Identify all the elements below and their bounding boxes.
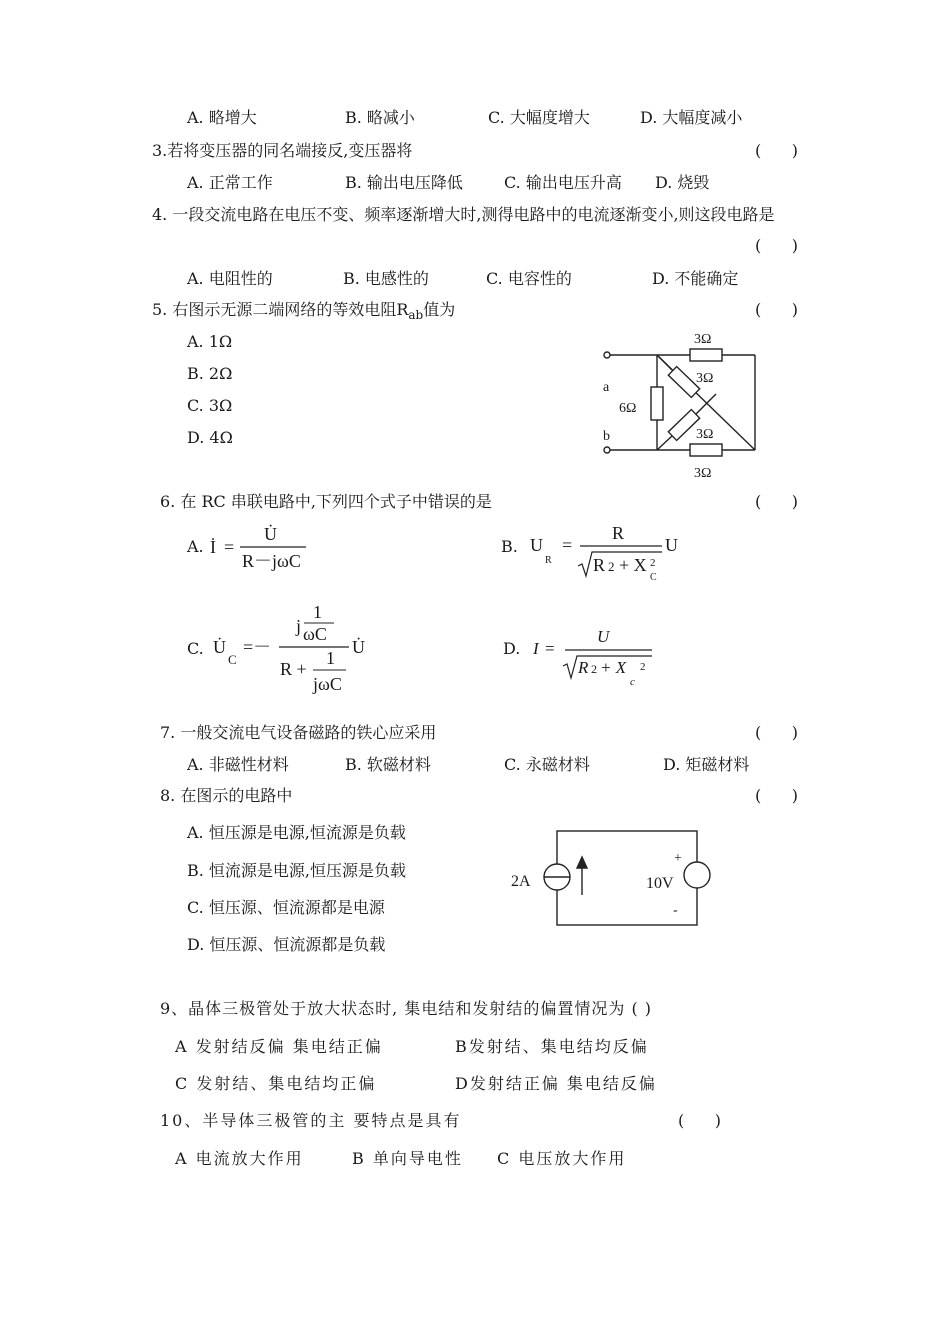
q2-option-b: B. 略减小 [345, 108, 415, 127]
label-node-a: a [603, 380, 610, 395]
q8-option-c: C. 恒压源、恒流源都是电源 [187, 898, 385, 917]
label-voltage: 10V [646, 875, 674, 892]
q5-option-a: A. 1Ω [187, 332, 233, 351]
q5-stem-tail: 值为 [423, 300, 456, 319]
formula-d-den-x-exp: 2 [640, 661, 646, 673]
q6-stem: 6. 在 RC 串联电路中,下列四个式子中错误的是 [160, 492, 492, 511]
formula-a-den: R－jωC [242, 551, 301, 571]
label-plus: + [674, 851, 682, 866]
q6-answer-paren: ( ) [755, 492, 798, 511]
formula-d-den-c: c [630, 676, 635, 688]
formula-b-den-exp: 2 [608, 559, 615, 574]
q9-option-c: C 发射结、集电结均正偏 [175, 1074, 377, 1093]
q5-stem-subscript: ab [408, 308, 424, 323]
voltage-source-icon [684, 862, 710, 888]
formula-d-den-r: R [578, 658, 589, 677]
label-r-left: 6Ω [619, 401, 637, 416]
formula-b-lhs-sub: R [545, 555, 552, 566]
q4-option-a: A. 电阻性的 [187, 269, 273, 288]
q2-option-c: C. 大幅度增大 [488, 108, 590, 127]
formula-c-lhs: U̇ [213, 637, 226, 657]
formula-d-num: U [597, 627, 610, 646]
q6-label-a: A. [187, 537, 204, 556]
formula-c-tail: U̇ [352, 637, 365, 657]
formula-d-lhs: I [533, 639, 539, 658]
q5-option-d: D. 4Ω [187, 428, 233, 447]
q4-answer-paren: ( ) [755, 236, 798, 255]
q6-label-c: C. [187, 639, 204, 658]
label-r-diag-top: 3Ω [696, 371, 714, 386]
q7-option-b: B. 软磁材料 [345, 755, 431, 774]
q9-option-d: D发射结正偏 集电结反偏 [455, 1074, 657, 1093]
formula-d-den-exp: 2 [591, 662, 597, 676]
formula-c-eq: =－ [243, 637, 272, 657]
q9-option-b: B发射结、集电结均反偏 [455, 1037, 649, 1056]
q10-option-a: A 电流放大作用 [175, 1149, 304, 1168]
q8-option-a: A. 恒压源是电源,恒流源是负载 [187, 823, 406, 842]
q8-answer-paren: ( ) [755, 786, 798, 805]
q10-option-b: B 单向导电性 [352, 1149, 463, 1168]
q3-option-c: C. 输出电压升高 [504, 173, 622, 192]
formula-b-eq: = [562, 535, 573, 555]
q5-answer-paren: ( ) [755, 300, 798, 319]
current-arrow-icon [577, 857, 587, 868]
q3-option-b: B. 输出电压降低 [345, 173, 463, 192]
formula-c-den-1: 1 [326, 648, 335, 668]
q4-stem: 4. 一段交流电路在电压不变、频率逐渐增大时,测得电路中的电流逐渐变小,则这段电路是 [152, 205, 775, 224]
q8-option-d: D. 恒压源、恒流源都是负载 [187, 935, 386, 954]
label-r-top: 3Ω [694, 332, 712, 347]
q2-option-d: D. 大幅度减小 [640, 108, 743, 127]
q5-option-c: C. 3Ω [187, 396, 233, 415]
label-r-diag-bottom: 3Ω [696, 427, 714, 442]
formula-c-num-wc: ωC [303, 624, 327, 644]
q8-stem: 8. 在图示的电路中 [160, 786, 293, 805]
formula-b-den-x-exp: 2 [650, 557, 656, 569]
q4-option-c: C. 电容性的 [486, 269, 572, 288]
q3-stem: 3.若将变压器的同名端接反,变压器将 [152, 141, 413, 160]
formula-a-num: U̇ [264, 524, 277, 544]
q7-option-a: A. 非磁性材料 [187, 755, 289, 774]
formula-b-lhs: U [530, 535, 543, 555]
q6-label-d: D. [503, 639, 521, 658]
q3-option-a: A. 正常工作 [187, 173, 273, 192]
formula-a-lhs: İ [210, 537, 216, 557]
q4-option-b: B. 电感性的 [343, 269, 429, 288]
q5-option-b: B. 2Ω [187, 364, 233, 383]
formula-b-tail: U [665, 535, 678, 555]
q10-answer-paren: ( ) [678, 1111, 721, 1130]
label-r-bottom: 3Ω [694, 466, 712, 481]
formula-c-den-r: R + [280, 659, 307, 679]
q3-option-d: D. 烧毁 [655, 173, 710, 192]
formula-a-eq: = [224, 537, 235, 557]
label-node-b: b [603, 429, 610, 444]
formula-b-den-plus: + X [619, 555, 647, 575]
formula-c-den-jwc: jωC [313, 674, 342, 694]
formula-d-eq: = [545, 639, 555, 658]
q7-option-c: C. 永磁材料 [504, 755, 590, 774]
q10-option-c: C 电压放大作用 [497, 1149, 627, 1168]
q4-option-d: D. 不能确定 [652, 269, 739, 288]
q9-option-a: A 发射结反偏 集电结正偏 [175, 1037, 383, 1056]
formula-b-num: R [612, 523, 625, 543]
q7-stem: 7. 一般交流电气设备磁路的铁心应采用 [160, 723, 437, 742]
formula-c-num-1: 1 [313, 602, 322, 622]
formula-b-den-xc: C [650, 572, 657, 583]
q8-option-b: B. 恒流源是电源,恒压源是负载 [187, 861, 407, 880]
q3-answer-paren: ( ) [755, 141, 798, 160]
q6-label-b: B. [501, 537, 518, 556]
label-current: 2A [511, 873, 531, 890]
formula-b-den-r: R [593, 555, 606, 575]
q7-answer-paren: ( ) [755, 723, 798, 742]
label-minus: - [673, 903, 678, 918]
q7-option-d: D. 矩磁材料 [663, 755, 750, 774]
formula-c-num-j: j [296, 616, 302, 636]
formula-c-lhs-sub: C [228, 652, 237, 667]
q2-option-a: A. 略增大 [187, 108, 257, 127]
q9-stem: 9、晶体三极管处于放大状态时, 集电结和发射结的偏置情况为 ( ) [160, 999, 653, 1018]
formula-d-den-plus: + X [600, 658, 627, 677]
q10-stem: 10、半导体三极管的主 要特点是具有 [160, 1111, 462, 1130]
q5-stem-text: 5. 右图示无源二端网络的等效电阻R [152, 300, 409, 319]
